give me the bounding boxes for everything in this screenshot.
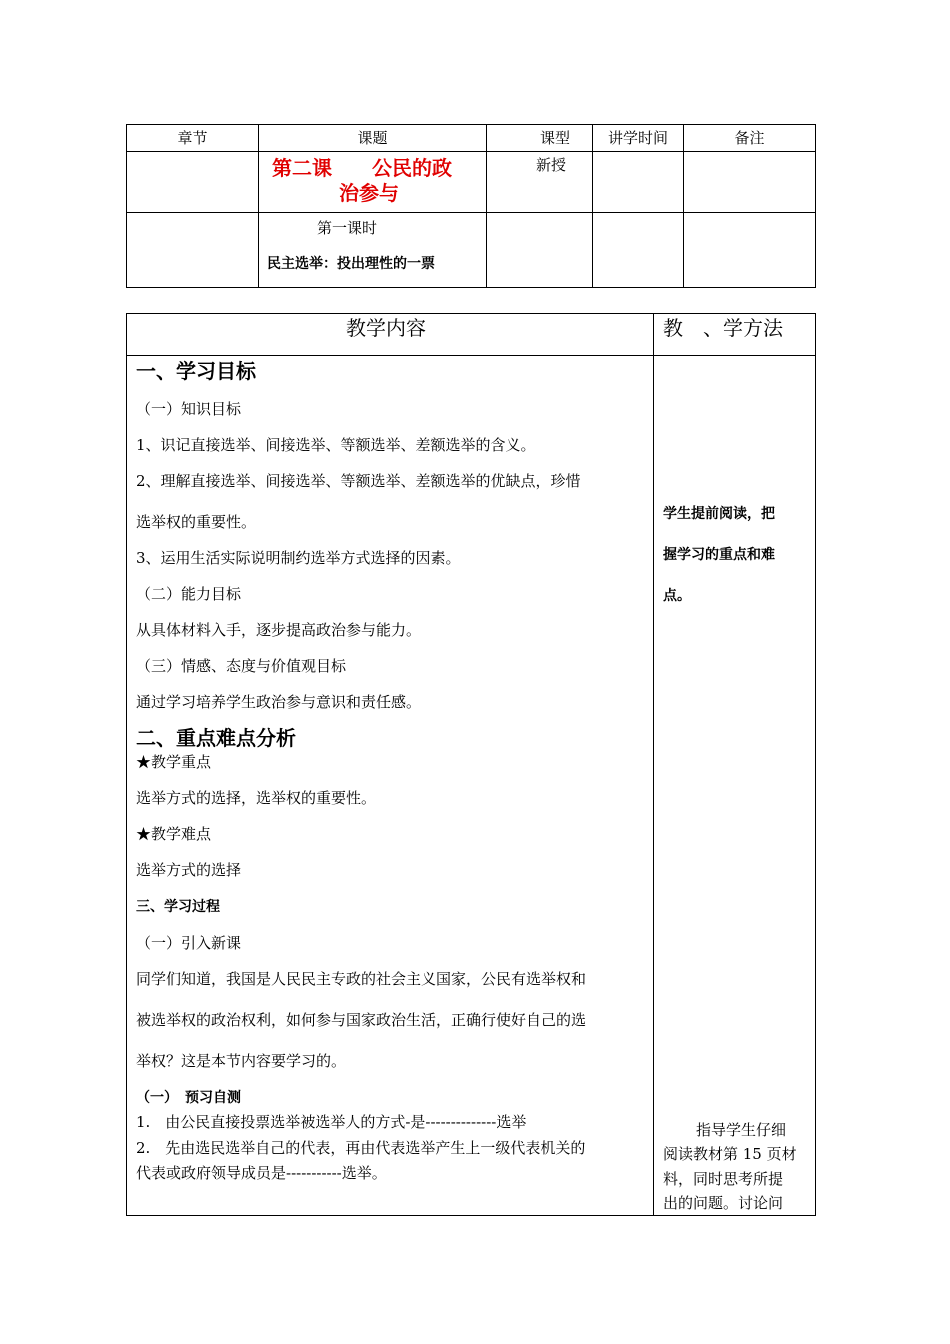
focus-text: 选举方式的选择，选举权的重要性。 bbox=[136, 789, 377, 807]
col-header-method: 教 、学方法 bbox=[663, 316, 783, 340]
lesson-subtitle: 民主选举：投出理性的一票 bbox=[267, 256, 435, 272]
knowledge-goal-label: （一）知识目标 bbox=[136, 400, 242, 418]
intro-line2: 被选举权的政治权利，如何参与国家政治生活，正确行使好自己的选 bbox=[136, 1011, 587, 1029]
col-header-topic: 课题 bbox=[357, 129, 388, 147]
knowledge-item-2-line1: 2、理解直接选举、间接选举、等额选举、差额选举的优缺点，珍惜 bbox=[136, 472, 581, 490]
difficulty-text: 选举方式的选择 bbox=[136, 861, 242, 879]
section3-title: 三、学习过程 bbox=[136, 899, 220, 915]
preview-question-1: 1. 由公民直接投票选举被选举人的方式-是--------------选举 bbox=[136, 1113, 527, 1131]
knowledge-item-3: 3、运用生活实际说明制约选举方式选择的因素。 bbox=[136, 549, 461, 567]
method-note-2-line3: 料，同时思考所提 bbox=[663, 1170, 784, 1188]
section1-title: 一、学习目标 bbox=[136, 359, 256, 383]
col-header-type: 课型 bbox=[540, 129, 571, 147]
col-header-time: 讲学时间 bbox=[607, 129, 668, 147]
lesson-period: 第一课时 bbox=[317, 219, 378, 237]
method-note-1-line3: 点。 bbox=[663, 588, 691, 604]
knowledge-item-2-line2: 选举权的重要性。 bbox=[136, 513, 257, 531]
preview-question-2-line2: 代表或政府领导成员是-----------选举。 bbox=[136, 1164, 387, 1182]
ability-goal-text: 从具体材料入手，逐步提高政治参与能力。 bbox=[136, 621, 422, 639]
emotion-goal-label: （三）情感、态度与价值观目标 bbox=[136, 657, 347, 675]
knowledge-item-1: 1、识记直接选举、间接选举、等额选举、差额选举的含义。 bbox=[136, 436, 536, 454]
lesson-type: 新授 bbox=[536, 156, 567, 174]
preview-question-2-line1: 2. 先由选民选举自己的代表，再由代表选举产生上一级代表机关的 bbox=[136, 1139, 586, 1157]
ability-goal-label: （二）能力目标 bbox=[136, 585, 242, 603]
lesson-title-line2: 治参与 bbox=[339, 181, 399, 205]
section2-title: 二、重点难点分析 bbox=[136, 726, 296, 750]
method-note-2-line1: 指导学生仔细 bbox=[696, 1121, 787, 1139]
col-header-note: 备注 bbox=[734, 129, 765, 147]
difficulty-label: ★教学难点 bbox=[136, 825, 212, 843]
col-header-content: 教学内容 bbox=[346, 316, 426, 340]
intro-label: （一）引入新课 bbox=[136, 934, 242, 952]
method-note-1-line1: 学生提前阅读，把 bbox=[663, 506, 775, 522]
emotion-goal-text: 通过学习培养学生政治参与意识和责任感。 bbox=[136, 693, 422, 711]
method-note-1-line2: 握学习的重点和难 bbox=[663, 547, 775, 563]
method-note-2-line4: 出的问题。讨论问 bbox=[663, 1194, 784, 1212]
focus-label: ★教学重点 bbox=[136, 753, 212, 771]
intro-line3: 举权？这是本节内容要学习的。 bbox=[136, 1052, 347, 1070]
method-note-2-line2: 阅读教材第 15 页材 bbox=[663, 1145, 797, 1163]
intro-line1: 同学们知道，我国是人民民主专政的社会主义国家，公民有选举权和 bbox=[136, 970, 587, 988]
col-header-chapter: 章节 bbox=[177, 129, 208, 147]
lesson-title-line1: 第二课 公民的政 bbox=[272, 156, 452, 180]
preview-label: （一） 预习自测 bbox=[136, 1090, 241, 1106]
